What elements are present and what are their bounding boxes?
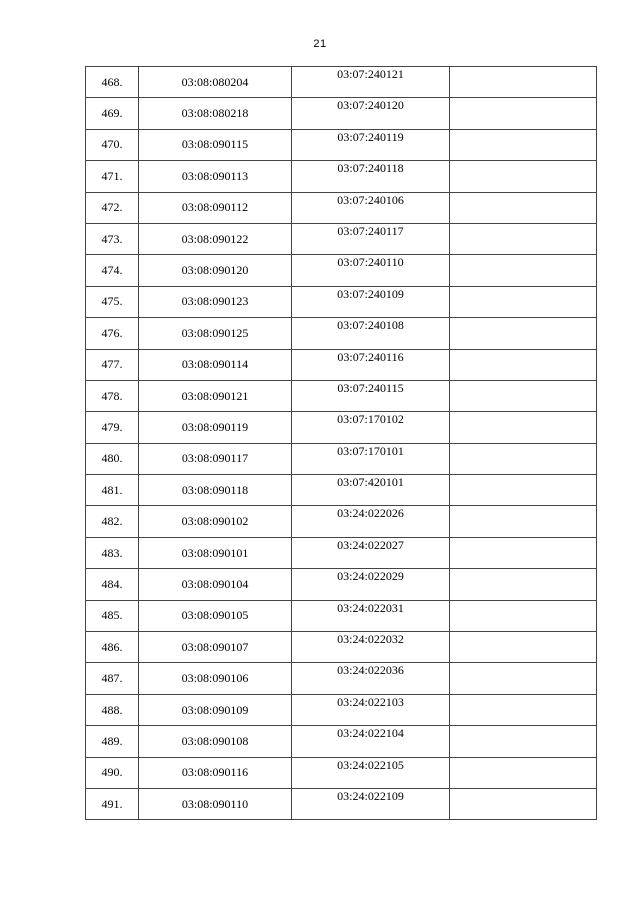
note-cell	[450, 380, 597, 411]
code-b-cell: 03:24:022027	[292, 537, 450, 568]
code-a-cell: 03:08:080218	[139, 98, 292, 129]
code-b-cell: 03:07:240118	[292, 161, 450, 192]
row-number-cell: 475.	[86, 286, 139, 317]
table-row	[86, 349, 597, 380]
table-row	[86, 67, 597, 98]
table-row	[86, 663, 597, 694]
note-cell	[450, 318, 597, 349]
page-number: 21	[313, 38, 327, 50]
code-b-cell: 03:24:022105	[292, 757, 450, 788]
row-number-cell: 482.	[86, 506, 139, 537]
code-b-cell: 03:07:240109	[292, 286, 450, 317]
code-b-cell: 03:24:022032	[292, 632, 450, 663]
code-b-cell: 03:07:240115	[292, 380, 450, 411]
table-row	[86, 161, 597, 192]
code-b-cell: 03:24:022029	[292, 569, 450, 600]
code-a-cell: 03:08:090107	[139, 632, 292, 663]
note-cell	[450, 286, 597, 317]
code-a-cell: 03:08:090118	[139, 475, 292, 506]
code-b-cell: 03:24:022026	[292, 506, 450, 537]
code-a-cell: 03:08:090108	[139, 726, 292, 757]
note-cell	[450, 694, 597, 725]
row-number-cell: 490.	[86, 757, 139, 788]
code-a-cell: 03:08:090116	[139, 757, 292, 788]
code-a-cell: 03:08:090102	[139, 506, 292, 537]
note-cell	[450, 569, 597, 600]
table-row	[86, 694, 597, 725]
table-row	[86, 788, 597, 819]
code-b-cell: 03:24:022109	[292, 788, 450, 819]
row-number-cell: 485.	[86, 600, 139, 631]
note-cell	[450, 600, 597, 631]
note-cell	[450, 632, 597, 663]
code-b-cell: 03:07:240120	[292, 98, 450, 129]
code-a-cell: 03:08:090105	[139, 600, 292, 631]
code-b-cell: 03:07:240119	[292, 129, 450, 160]
table-row	[86, 286, 597, 317]
code-a-cell: 03:08:090120	[139, 255, 292, 286]
code-a-cell: 03:08:090106	[139, 663, 292, 694]
table-row	[86, 98, 597, 129]
code-b-cell: 03:07:240121	[292, 67, 450, 98]
table-body	[86, 67, 597, 820]
code-a-cell: 03:08:090123	[139, 286, 292, 317]
code-b-cell: 03:24:022103	[292, 694, 450, 725]
note-cell	[450, 192, 597, 223]
row-number-cell: 470.	[86, 129, 139, 160]
row-number-cell: 472.	[86, 192, 139, 223]
row-number-cell: 479.	[86, 412, 139, 443]
code-a-cell: 03:08:090122	[139, 223, 292, 254]
table-row	[86, 129, 597, 160]
code-a-cell: 03:08:090113	[139, 161, 292, 192]
code-b-cell: 03:07:240116	[292, 349, 450, 380]
row-number-cell: 488.	[86, 694, 139, 725]
code-b-cell: 03:07:170102	[292, 412, 450, 443]
table-row	[86, 443, 597, 474]
table-row	[86, 192, 597, 223]
row-number-cell: 476.	[86, 318, 139, 349]
data-table	[85, 66, 597, 820]
code-a-cell: 03:08:090101	[139, 537, 292, 568]
code-b-cell: 03:07:240108	[292, 318, 450, 349]
code-b-cell: 03:24:022031	[292, 600, 450, 631]
row-number-cell: 483.	[86, 537, 139, 568]
note-cell	[450, 349, 597, 380]
code-a-cell: 03:08:090125	[139, 318, 292, 349]
note-cell	[450, 412, 597, 443]
note-cell	[450, 788, 597, 819]
code-b-cell: 03:07:170101	[292, 443, 450, 474]
note-cell	[450, 255, 597, 286]
note-cell	[450, 129, 597, 160]
table-row	[86, 726, 597, 757]
table-row	[86, 380, 597, 411]
code-b-cell: 03:07:240117	[292, 223, 450, 254]
note-cell	[450, 223, 597, 254]
row-number-cell: 469.	[86, 98, 139, 129]
row-number-cell: 478.	[86, 380, 139, 411]
table-row	[86, 537, 597, 568]
code-b-cell: 03:07:240110	[292, 255, 450, 286]
code-a-cell: 03:08:090119	[139, 412, 292, 443]
table-row	[86, 318, 597, 349]
table-row	[86, 475, 597, 506]
code-a-cell: 03:08:090117	[139, 443, 292, 474]
note-cell	[450, 67, 597, 98]
row-number-cell: 480.	[86, 443, 139, 474]
table-row	[86, 412, 597, 443]
code-a-cell: 03:08:090121	[139, 380, 292, 411]
note-cell	[450, 161, 597, 192]
note-cell	[450, 537, 597, 568]
code-a-cell: 03:08:080204	[139, 67, 292, 98]
code-b-cell: 03:07:240106	[292, 192, 450, 223]
code-a-cell: 03:08:090114	[139, 349, 292, 380]
code-a-cell: 03:08:090104	[139, 569, 292, 600]
row-number-cell: 489.	[86, 726, 139, 757]
row-number-cell: 481.	[86, 475, 139, 506]
code-b-cell: 03:24:022104	[292, 726, 450, 757]
code-a-cell: 03:08:090112	[139, 192, 292, 223]
row-number-cell: 484.	[86, 569, 139, 600]
row-number-cell: 473.	[86, 223, 139, 254]
row-number-cell: 486.	[86, 632, 139, 663]
note-cell	[450, 98, 597, 129]
code-a-cell: 03:08:090109	[139, 694, 292, 725]
code-a-cell: 03:08:090115	[139, 129, 292, 160]
code-b-cell: 03:07:420101	[292, 475, 450, 506]
row-number-cell: 468.	[86, 67, 139, 98]
note-cell	[450, 663, 597, 694]
table-row	[86, 757, 597, 788]
note-cell	[450, 726, 597, 757]
code-b-cell: 03:24:022036	[292, 663, 450, 694]
row-number-cell: 487.	[86, 663, 139, 694]
code-a-cell: 03:08:090110	[139, 788, 292, 819]
table-row	[86, 223, 597, 254]
note-cell	[450, 475, 597, 506]
row-number-cell: 471.	[86, 161, 139, 192]
table-row	[86, 569, 597, 600]
note-cell	[450, 757, 597, 788]
row-number-cell: 474.	[86, 255, 139, 286]
row-number-cell: 477.	[86, 349, 139, 380]
note-cell	[450, 443, 597, 474]
row-number-cell: 491.	[86, 788, 139, 819]
table-row	[86, 506, 597, 537]
table-row	[86, 600, 597, 631]
table-row	[86, 255, 597, 286]
table-row	[86, 632, 597, 663]
note-cell	[450, 506, 597, 537]
